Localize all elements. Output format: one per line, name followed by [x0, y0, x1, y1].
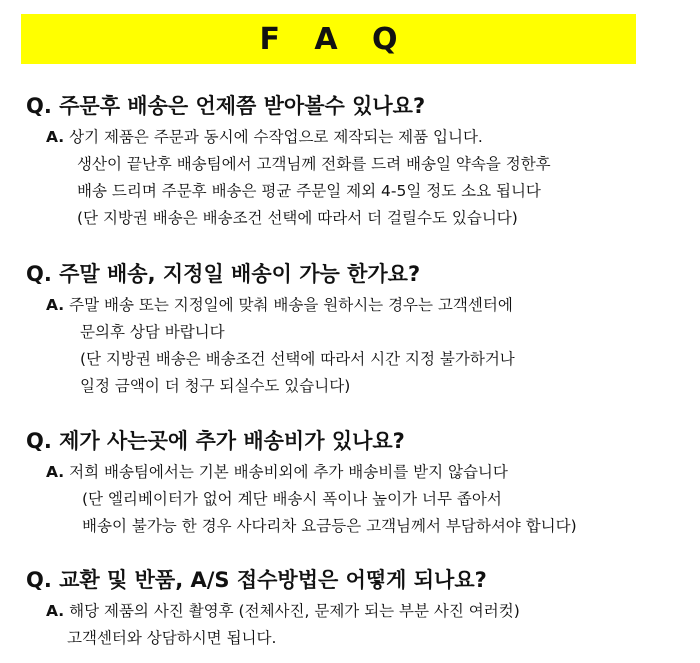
faq-answer-line: 배송이 불가능 한 경우 사다리차 요금등은 고객님께서 부담하셔야 합니다): [82, 517, 577, 535]
faq-answer: [26, 459, 696, 540]
faq-item-return-exchange: [26, 566, 696, 652]
answer-marker: A.: [46, 463, 65, 481]
faq-answer-text: 상기 제품은 주문과 동시에 수작업으로 제작되는 제품 입니다.: [69, 128, 483, 146]
faq-answer-text: 저희 배송팀에서는 기본 배송비외에 추가 배송비를 받지 않습니다: [69, 463, 508, 481]
faq-answer: [26, 124, 696, 232]
faq-question: Q. 제가 사는곳에 추가 배송비가 있나요?: [26, 429, 405, 453]
faq-answer-line: 배송 드리며 주문후 배송은 평균 주문일 제외 4-5일 정도 소요 됩니다: [77, 182, 541, 200]
faq-answer-line: (단 엘리베이터가 없어 계단 배송시 폭이나 높이가 너무 좁아서: [82, 490, 502, 508]
faq-answer-line: 문의후 상담 바랍니다: [80, 323, 225, 341]
faq-answer-text: 주말 배송 또는 지정일에 맞춰 배송을 원하시는 경우는 고객센터에: [69, 296, 513, 314]
faq-question: Q. 주문후 배송은 언제쯤 받아볼수 있나요?: [26, 94, 426, 118]
faq-answer-text: 해당 제품의 사진 촬영후 (전체사진, 문제가 되는 부분 사진 여러컷): [69, 602, 520, 620]
faq-answer-line: [26, 459, 696, 486]
faq-answer: [26, 292, 696, 400]
faq-question: Q. 교환 및 반품, A/S 접수방법은 어떻게 되나요?: [26, 568, 487, 592]
faq-answer-line: [26, 598, 696, 625]
faq-item-weekend-delivery: [26, 260, 696, 400]
faq-answer-line: [26, 292, 696, 319]
faq-answer-line: (단 지방권 배송은 배송조건 선택에 따라서 더 걸릴수도 있습니다): [77, 209, 518, 227]
faq-answer-line: 생산이 끝난후 배송팀에서 고객님께 전화를 드려 배송일 약속을 정한후: [77, 155, 551, 173]
page-title: F A Q: [259, 21, 410, 57]
faq-item-delivery-time: [26, 92, 696, 232]
faq-answer-line: [26, 124, 696, 151]
faq-answer-line: (단 지방권 배송은 배송조건 선택에 따라서 시간 지정 불가하거나: [80, 350, 515, 368]
faq-header-banner: [21, 14, 636, 64]
faq-answer-line: 고객센터와 상담하시면 됩니다.: [67, 629, 277, 647]
answer-marker: A.: [46, 296, 65, 314]
faq-question: Q. 주말 배송, 지정일 배송이 가능 한가요?: [26, 262, 421, 286]
answer-marker: A.: [46, 128, 65, 146]
faq-item-extra-shipping: [26, 427, 696, 540]
faq-answer-line: 일정 금액이 더 청구 되실수도 있습니다): [80, 377, 351, 395]
answer-marker: A.: [46, 602, 65, 620]
faq-answer: [26, 598, 696, 652]
